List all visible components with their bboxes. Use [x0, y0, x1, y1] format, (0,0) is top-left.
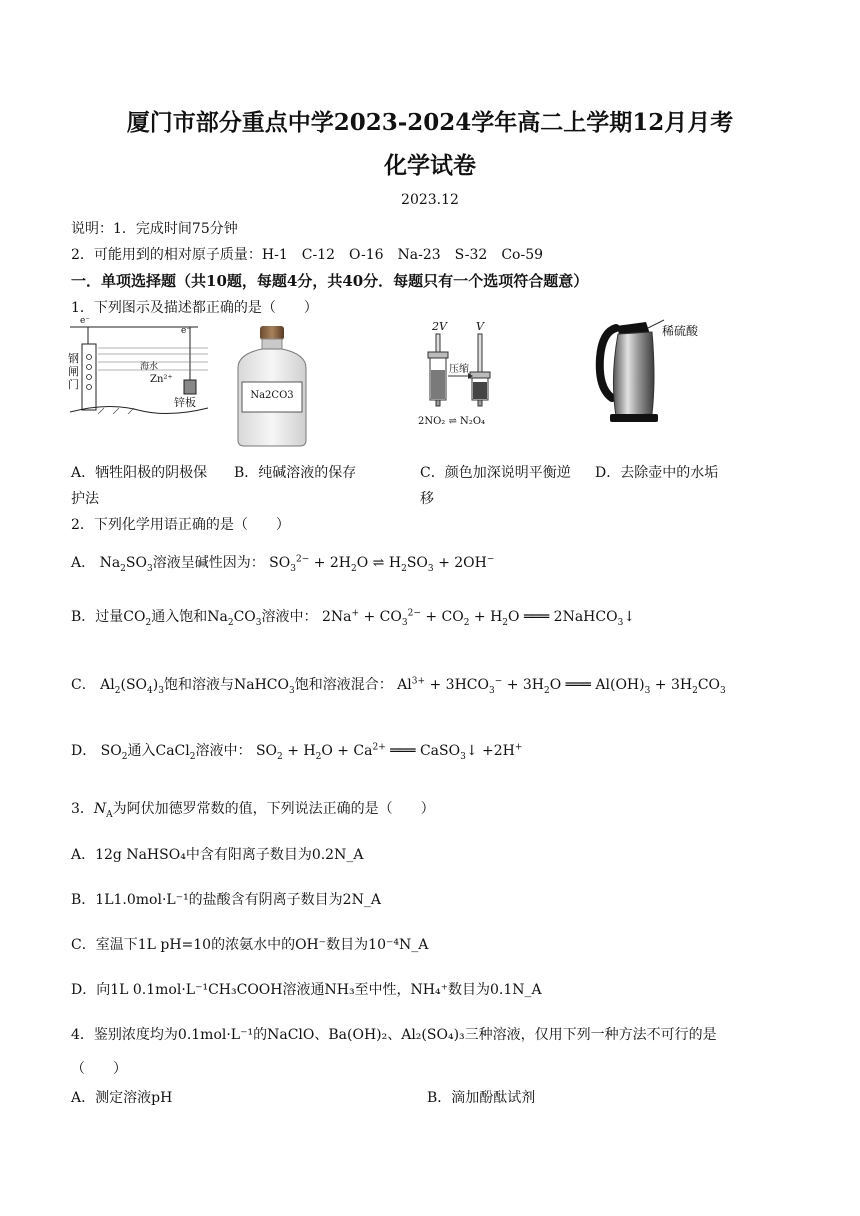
q3-stem: 3．$N_A$为阿伏加德罗常数的值，下列说法正确的是（ ） — [71, 801, 435, 820]
note-line-1: 说明：1．完成时间75分钟 — [71, 221, 238, 237]
q1-figure-c — [418, 322, 528, 434]
q2-stem: 2．下列化学用语正确的是（ ） — [71, 517, 290, 533]
q1-option-a-line2: 护法 — [71, 491, 99, 507]
q1-option-a-line1: A．牺牲阳极的阴极保 — [71, 465, 208, 481]
q3-option-d: D．向1L 0.1mol·L⁻¹CH₃COOH溶液通NH₃至中性，NH₄⁺数目为0.1N_A — [71, 982, 542, 998]
exam-date: 2023.12 — [401, 192, 459, 208]
page-subtitle: 化学试卷 — [384, 152, 476, 179]
note-line-2: 2．可能用到的相对原子质量：H-1 C-12 O-16 Na-23 S-32 Co-59 — [71, 247, 544, 263]
volume-2v-label: 2V — [432, 320, 447, 333]
dilute-acid-label: 稀硫酸 — [662, 324, 699, 338]
equilibrium-label: 2NO₂ ⇌ N₂O₄ — [418, 416, 486, 427]
q4-option-b: B．滴加酚酞试剂 — [427, 1090, 536, 1106]
reagent-bottle-icon — [232, 324, 312, 448]
electron-label-right: e⁻ — [181, 326, 192, 336]
section-heading: 一．单项选择题（共10题，每题4分，共40分．每题只有一个选项符合题意） — [71, 272, 589, 290]
q3-option-c: C．室温下1L pH=10的浓氨水中的OH⁻数目为10⁻⁴N_A — [71, 937, 429, 953]
q1-figure-d — [594, 318, 734, 430]
q1-option-b: B．纯碱溶液的保存 — [234, 465, 357, 481]
compress-label: 压缩 — [449, 364, 469, 375]
zinc-plate-label: 锌板 — [174, 396, 196, 409]
q1-option-d: D．去除壶中的水垢 — [595, 465, 719, 481]
q1-stem: 1．下列图示及描述都正确的是（ ） — [71, 300, 318, 316]
q1-option-c-line1: C．颜色加深说明平衡逆 — [420, 465, 571, 481]
q4-option-a: A．测定溶液pH — [71, 1090, 173, 1106]
q3-option-a: A．12g NaHSO₄中含有阳离子数目为0.2N_A — [71, 847, 364, 863]
volume-v-label: V — [476, 320, 484, 333]
q2-option-a: A． $Na_2SO_3$溶液呈碱性因为： $SO_3^{2-} + 2H_2O$ ⇌ $H_2SO_3 + 2OH^-$ — [71, 554, 495, 574]
q3-option-b: B．1L1.0mol·L⁻¹的盐酸含有阴离子数目为2N_A — [71, 892, 381, 908]
gate-label: 钢 闸 门 — [68, 352, 79, 391]
q4-stem: 4．鉴别浓度均为0.1mol·L⁻¹的NaClO、Ba(OH)₂、Al₂(SO₄)₃三种溶液，仅用下列一种方法不可行的是 — [71, 1027, 717, 1043]
q2-option-c: C． $Al_2(SO_4)_3$饱和溶液与NaHCO$_3$饱和溶液混合： $Al^{3+} + 3HCO_3^- + 3H_2O$ ═══ $Al(OH)_3 + 3H_2CO_3$ — [71, 676, 726, 696]
q1-figure-a — [68, 316, 218, 422]
q4-paren: （ ） — [71, 1061, 127, 1077]
zinc-ion-label: Zn²⁺ — [150, 374, 173, 385]
q2-option-d: D． $SO_2$通入CaCl$_2$溶液中： $SO_2 + H_2O + Ca^{2+}$ ═══ CaSO$_3$↓ +2H+ — [71, 742, 523, 762]
page-title: 厦门市部分重点中学2023-2024学年高二上学期12月月考 — [126, 109, 734, 136]
q2-option-b: B．过量$CO_2$通入饱和$Na_2CO_3$溶液中： $2Na^+ + CO_3^{2-} + CO_2 + H_2O$ ═══ 2NaHCO$_3$↓ — [71, 608, 636, 628]
q1-figure-b — [232, 324, 312, 448]
seawater-label: 海水 — [140, 362, 159, 372]
electron-label-left: e⁻ — [80, 316, 91, 326]
bottle-label: Na2CO3 — [250, 390, 294, 401]
q1-option-c-line2: 移 — [420, 491, 434, 507]
